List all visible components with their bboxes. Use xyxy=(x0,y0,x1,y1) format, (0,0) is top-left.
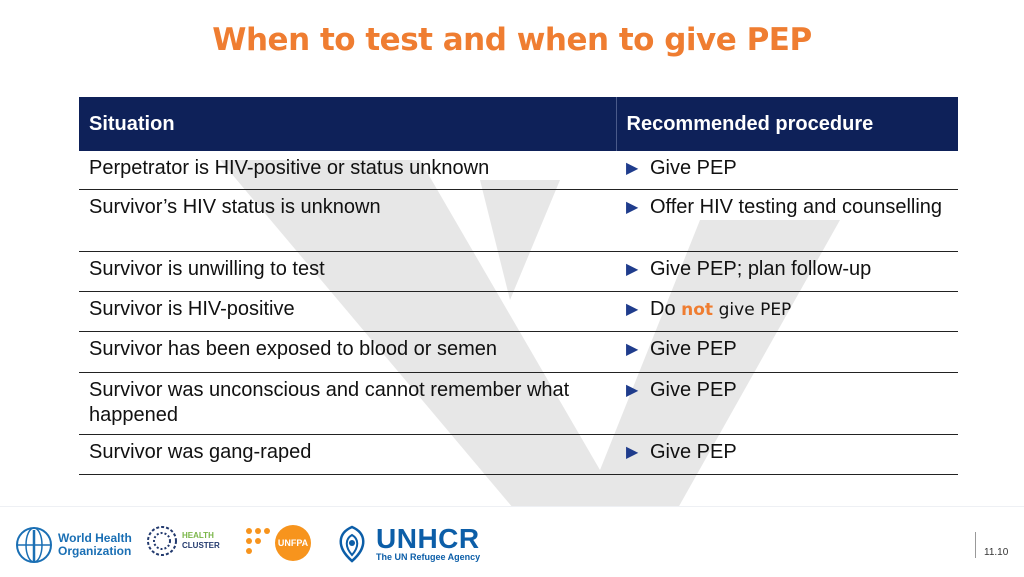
slide-title: When to test and when to give PEP xyxy=(212,22,812,58)
table-row xyxy=(79,151,958,189)
situation-cell: Survivor has been exposed to blood or semen xyxy=(79,331,616,372)
right-arrow-icon: ▶ xyxy=(626,300,639,318)
procedure-cell xyxy=(616,331,958,372)
procedure-text xyxy=(650,297,944,323)
slide-number: 11.10 xyxy=(984,547,1009,558)
procedure-text: Offer HIV testing and counselling xyxy=(650,195,943,218)
procedure-suffix: give PEP xyxy=(718,299,792,320)
procedure-text: Give PEP xyxy=(650,440,737,463)
who-name-line1: World Health xyxy=(58,531,132,545)
table-header-row xyxy=(79,97,958,151)
table-row xyxy=(79,189,958,251)
situation-cell: Survivor is HIV-positive xyxy=(79,291,616,331)
unhcr-tagline: The UN Refugee Agency xyxy=(376,551,481,562)
right-arrow-icon: ▶ xyxy=(626,198,639,216)
header-recommended-procedure: Recommended procedure xyxy=(616,97,958,151)
health-cluster-line1: HEALTH xyxy=(182,531,214,540)
procedure-text: Give PEP; plan follow-up xyxy=(650,257,872,280)
situation-cell: Survivor is unwilling to test xyxy=(79,251,616,291)
health-cluster-logo xyxy=(146,525,220,557)
procedure-prefix: Do xyxy=(650,297,676,320)
who-logo xyxy=(14,525,132,565)
situation-cell: Survivor was gang-raped xyxy=(79,434,616,474)
procedure-text: Give PEP xyxy=(650,337,737,360)
right-arrow-icon: ▶ xyxy=(626,260,639,278)
unhcr-name: UNHCR xyxy=(376,522,480,554)
who-name-line2: Organization xyxy=(58,544,132,558)
table-row xyxy=(79,291,958,331)
procedure-emphasis-not: not xyxy=(681,299,714,320)
procedure-table xyxy=(79,97,958,475)
situation-cell: Survivor’s HIV status is unknown xyxy=(79,189,616,251)
health-cluster-line2: CLUSTER xyxy=(182,541,220,550)
table-row xyxy=(79,251,958,291)
unfpa-badge xyxy=(275,525,311,561)
health-cluster-icon xyxy=(146,525,178,557)
header-situation: Situation xyxy=(79,97,616,151)
table-row xyxy=(79,372,958,434)
situation-cell: Survivor was unconscious and cannot remember what happened xyxy=(79,372,616,434)
right-arrow-icon: ▶ xyxy=(626,443,639,461)
right-arrow-icon: ▶ xyxy=(626,340,639,358)
procedure-cell xyxy=(616,434,958,474)
procedure-cell xyxy=(616,251,958,291)
slide-number-divider xyxy=(975,532,976,558)
table-row xyxy=(79,331,958,372)
unfpa-label: UNFPA xyxy=(277,538,309,548)
procedure-text: Give PEP xyxy=(650,378,737,401)
procedure-cell xyxy=(616,151,958,189)
situation-cell: Perpetrator is HIV-positive or status unknown xyxy=(79,151,616,189)
right-arrow-icon: ▶ xyxy=(626,381,639,399)
who-emblem-icon xyxy=(14,525,54,565)
procedure-cell xyxy=(616,372,958,434)
procedure-text: Give PEP xyxy=(650,157,737,179)
procedure-cell xyxy=(616,291,958,331)
unhcr-logo xyxy=(332,522,481,563)
unhcr-emblem-icon xyxy=(332,525,372,563)
procedure-cell xyxy=(616,189,958,251)
right-arrow-icon: ▶ xyxy=(626,160,639,177)
table-row xyxy=(79,434,958,474)
footer-logo-bar xyxy=(0,506,1024,577)
unfpa-logo xyxy=(243,525,311,561)
